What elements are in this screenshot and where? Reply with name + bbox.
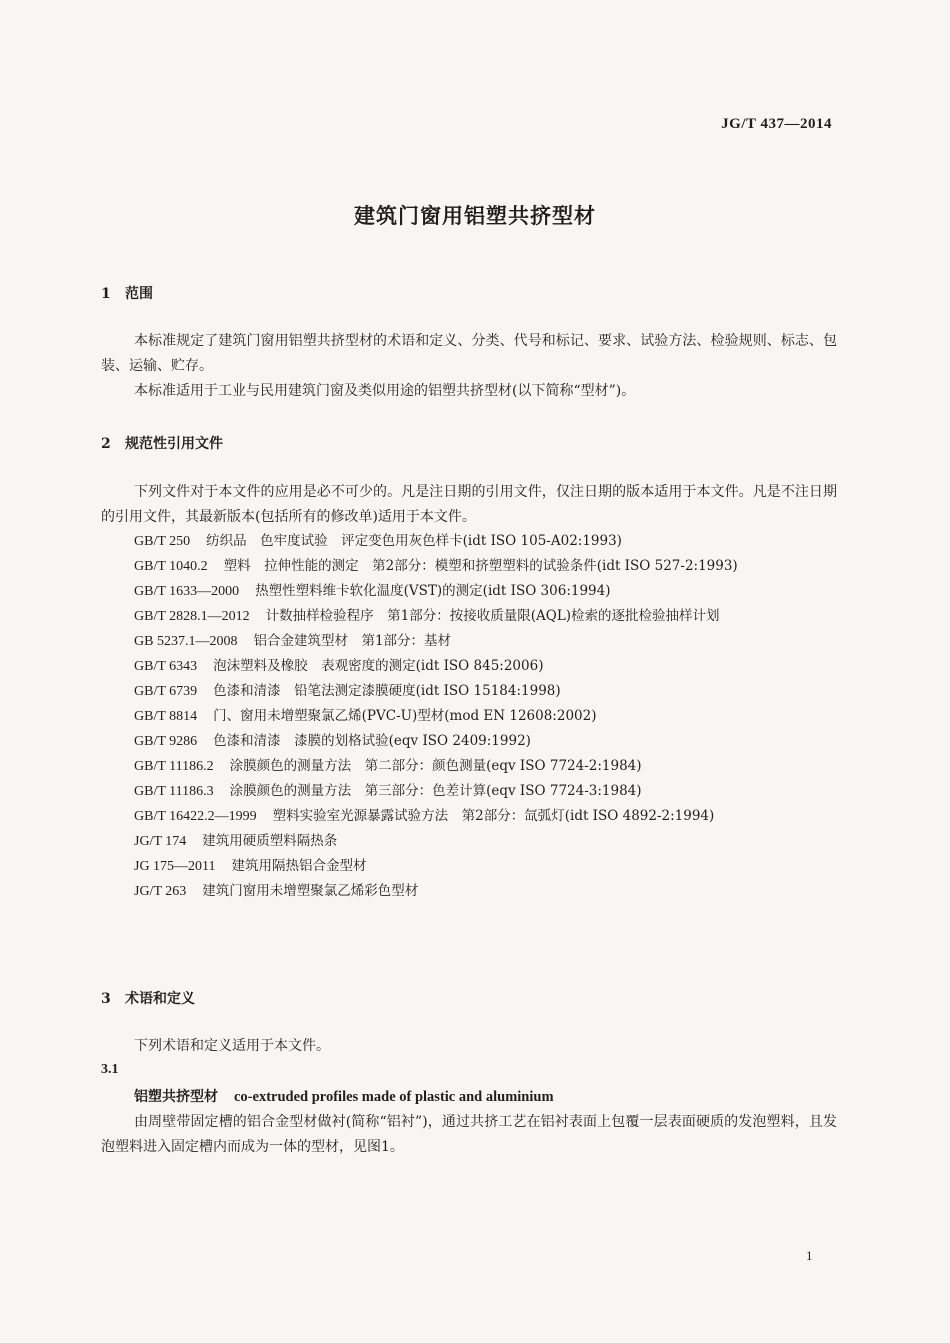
reference-title: 计数抽样检验程序 第1部分：按接收质量限(AQL)检索的逐批检验抽样计划	[265, 608, 720, 624]
standard-code: JG/T 437—2014	[721, 116, 832, 132]
reference-code: GB/T 11186.2	[134, 759, 214, 774]
reference-code: GB/T 9286	[134, 734, 198, 749]
reference-item	[101, 879, 837, 904]
reference-code: GB/T 2828.1—2012	[134, 609, 250, 624]
reference-title: 铝合金建筑型材 第1部分：基材	[253, 633, 452, 649]
reference-item	[101, 604, 837, 629]
reference-item	[101, 529, 837, 554]
reference-code: JG/T 174	[134, 834, 187, 849]
reference-code: GB/T 11186.3	[134, 784, 214, 799]
section-number: 3	[101, 991, 111, 1007]
reference-title: 热塑性塑料维卡软化温度(VST)的测定(idt ISO 306:1994)	[255, 583, 611, 599]
reference-title: 建筑门窗用未增塑聚氯乙烯彩色型材	[202, 883, 419, 899]
section-number: 2	[101, 436, 111, 452]
reference-title: 涂膜颜色的测量方法 第三部分：色差计算(eqv ISO 7724-3:1984)	[229, 783, 642, 799]
reference-item	[101, 854, 837, 879]
reference-list	[101, 529, 837, 904]
reference-item	[101, 654, 837, 679]
reference-title: 涂膜颜色的测量方法 第二部分：颜色测量(eqv ISO 7724-2:1984)	[229, 758, 642, 774]
reference-code: JG/T 263	[134, 884, 187, 899]
section-heading-scope	[101, 283, 153, 303]
terms-intro-paragraph: 下列术语和定义适用于本文件。	[134, 1038, 330, 1054]
reference-code: GB/T 6739	[134, 684, 198, 699]
reference-code: GB/T 16422.2—1999	[134, 809, 257, 824]
reference-item	[101, 754, 837, 779]
reference-title: 塑料实验室光源暴露试验方法 第2部分：氙弧灯(idt ISO 4892-2:1994)	[272, 808, 715, 824]
reference-item	[101, 804, 837, 829]
section-title: 术语和定义	[125, 991, 195, 1007]
reference-title: 塑料 拉伸性能的测定 第2部分：模塑和挤塑塑料的试验条件(idt ISO 527-2:1993)	[223, 558, 738, 574]
reference-title: 门、窗用未增塑聚氯乙烯(PVC-U)型材(mod EN 12608:2002)	[213, 708, 597, 724]
reference-code: JG 175—2011	[134, 859, 216, 874]
reference-title: 建筑用隔热铝合金型材	[231, 858, 367, 874]
reference-code: GB/T 1633—2000	[134, 584, 240, 599]
reference-title: 纺织品 色牢度试验 评定变色用灰色样卡(idt ISO 105-A02:1993)	[206, 533, 622, 549]
term-english: co-extruded profiles made of plastic and aluminium	[234, 1089, 554, 1105]
section-heading-normative-references	[101, 433, 223, 453]
reference-item	[101, 629, 837, 654]
section-title: 范围	[125, 286, 153, 302]
reference-item	[101, 729, 837, 754]
reference-title: 建筑用硬质塑料隔热条	[202, 833, 338, 849]
term-definition: 由周壁带固定槽的铝合金型材做衬(简称“铝衬”)，通过共挤工艺在铝衬表面上包覆一层表面硬质的发泡塑料，且发泡塑料进入固定槽内而成为一体的型材，见图1。	[101, 1114, 837, 1155]
reference-item	[101, 779, 837, 804]
reference-code: GB/T 250	[134, 534, 191, 549]
section-title: 规范性引用文件	[125, 436, 223, 452]
reference-item	[101, 679, 837, 704]
reference-code: GB/T 8814	[134, 709, 198, 724]
scope-paragraph-2: 本标准适用于工业与民用建筑门窗及类似用途的铝塑共挤型材(以下简称“型材”)。	[134, 383, 636, 399]
reference-code: GB/T 6343	[134, 659, 198, 674]
page-number: 1	[806, 1248, 813, 1263]
term-chinese: 铝塑共挤型材	[134, 1089, 218, 1105]
term-number: 3.1	[101, 1062, 119, 1077]
reference-item	[101, 704, 837, 729]
term-entry	[134, 1086, 554, 1106]
references-intro-paragraph: 下列文件对于本文件的应用是必不可少的。凡是注日期的引用文件，仅注日期的版本适用于本文件。凡是不注日期的引用文件，其最新版本(包括所有的修改单)适用于本文件。	[101, 484, 837, 525]
document-title: 建筑门窗用铝塑共挤型材	[354, 203, 596, 228]
reference-code: GB 5237.1—2008	[134, 634, 238, 649]
reference-title: 色漆和清漆 漆膜的划格试验(eqv ISO 2409:1992)	[213, 733, 531, 749]
reference-code: GB/T 1040.2	[134, 559, 208, 574]
reference-title: 色漆和清漆 铅笔法测定漆膜硬度(idt ISO 15184:1998)	[213, 683, 561, 699]
section-number: 1	[101, 286, 111, 302]
reference-item	[101, 579, 837, 604]
reference-item	[101, 554, 837, 579]
reference-item	[101, 829, 837, 854]
scope-paragraph-1: 本标准规定了建筑门窗用铝塑共挤型材的术语和定义、分类、代号和标记、要求、试验方法、检验规则、标志、包装、运输、贮存。	[101, 333, 837, 374]
section-heading-terms-definitions	[101, 988, 195, 1008]
reference-title: 泡沫塑料及橡胶 表观密度的测定(idt ISO 845:2006)	[213, 658, 544, 674]
